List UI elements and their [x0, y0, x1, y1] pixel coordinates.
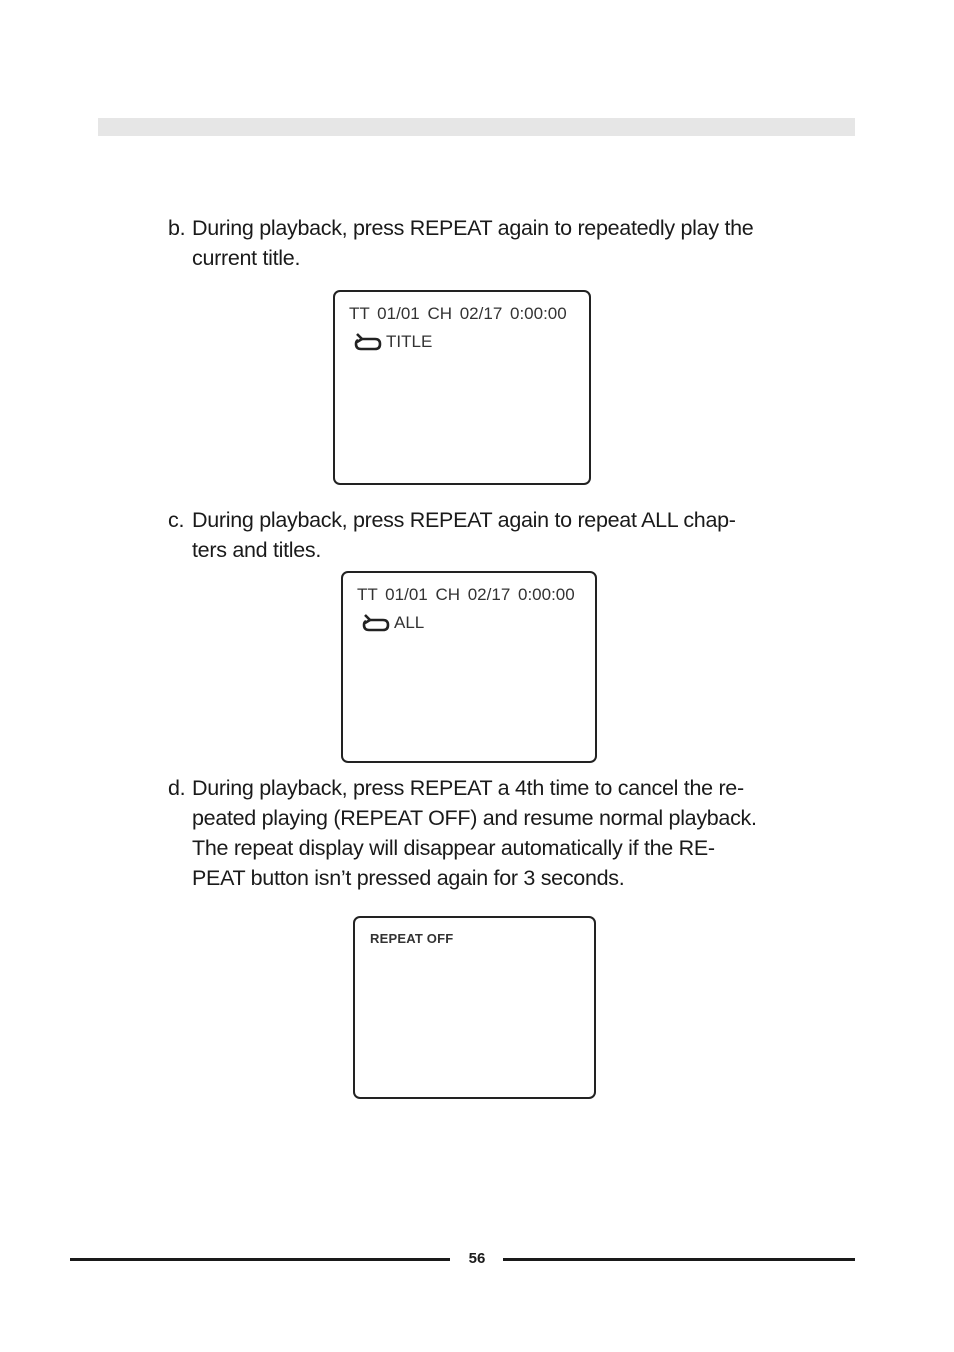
osd-status-line: TT 01/01 CH 02/17 0:00:00 [357, 585, 575, 604]
osd-repeat-off-message: REPEAT OFF [370, 931, 454, 946]
step-text-line: PEAT button isn’t pressed again for 3 seconds. [192, 866, 625, 890]
repeat-icon [361, 611, 391, 635]
osd-status-line: TT 01/01 CH 02/17 0:00:00 [349, 304, 567, 323]
osd-screen-repeat-off [353, 916, 596, 1099]
step-text-line: peated playing (REPEAT OFF) and resume normal playback. [192, 806, 757, 830]
page-number: 56 [468, 1250, 486, 1267]
osd-repeat-mode [353, 330, 432, 354]
step-letter: d. [168, 776, 186, 800]
step-text-line: During playback, press REPEAT again to repeat ALL chap- [192, 508, 736, 532]
osd-screen-title-repeat [333, 290, 591, 485]
step-text-line: current title. [192, 246, 301, 270]
step-text-line: ters and titles. [192, 538, 322, 562]
footer-rule-left [70, 1258, 450, 1261]
step-text-line: During playback, press REPEAT again to repeatedly play the [192, 216, 754, 240]
footer-rule-right [503, 1258, 855, 1261]
step-letter: c. [168, 508, 185, 532]
osd-mode-label: ALL [394, 613, 425, 632]
osd-mode-label: TITLE [386, 332, 433, 351]
step-c [168, 505, 808, 565]
header-bar [98, 118, 855, 136]
step-text-line: During playback, press REPEAT a 4th time to cancel the re- [192, 776, 744, 800]
step-text-line: The repeat display will disappear automatically if the RE- [192, 836, 715, 860]
osd-repeat-mode [361, 611, 424, 635]
step-letter: b. [168, 216, 186, 240]
repeat-icon [353, 330, 383, 354]
step-b [168, 213, 808, 273]
osd-screen-all-repeat [341, 571, 597, 763]
step-d [168, 773, 808, 893]
